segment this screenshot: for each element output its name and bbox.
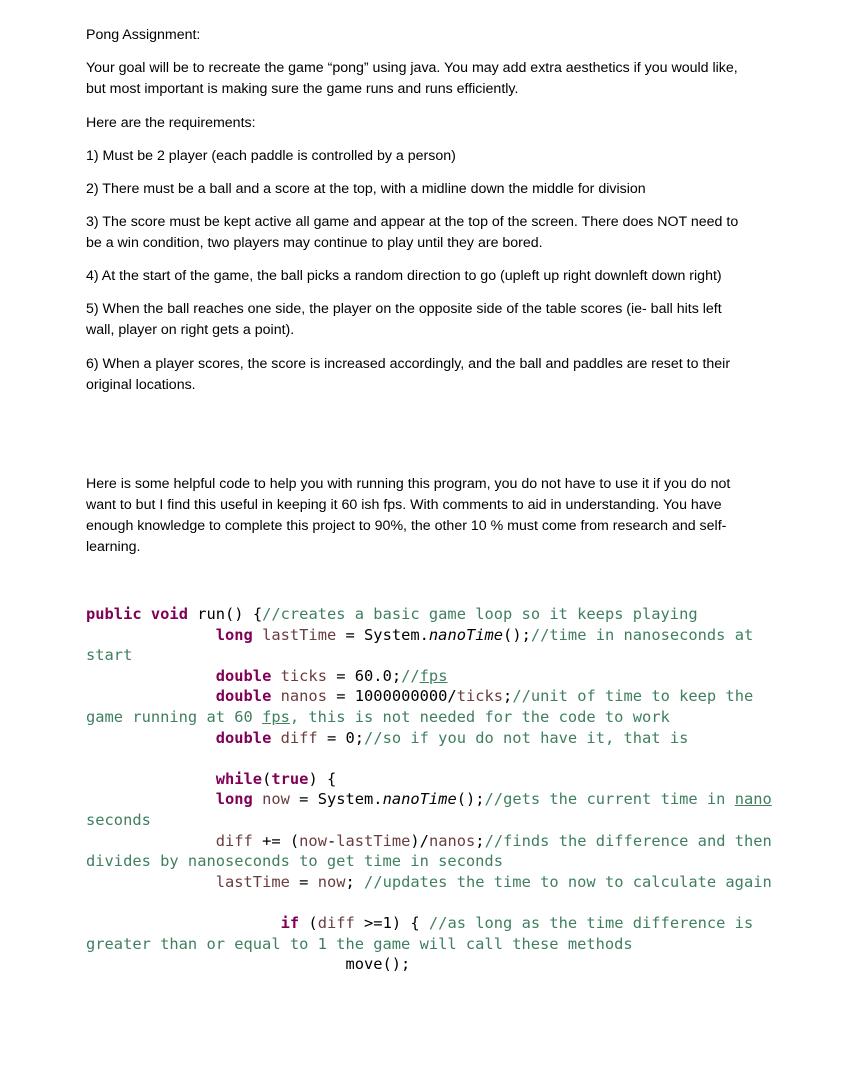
requirement-item: 2) There must be a ball and a score at the top, with a midline down the middle for division <box>86 181 646 197</box>
code-token: now <box>299 831 327 850</box>
code-line <box>86 852 503 870</box>
code-token: long <box>215 790 253 809</box>
code-token: game running at 60 <box>86 707 263 726</box>
code-token: long <box>215 625 253 644</box>
code-token <box>86 790 216 808</box>
code-token: diff <box>215 831 253 850</box>
code-line <box>86 832 772 850</box>
doc-title: Pong Assignment: <box>86 27 201 43</box>
code-line <box>86 811 151 829</box>
code-token: true <box>271 769 309 788</box>
code-token: now <box>262 790 290 809</box>
requirement-item: 4) At the start of the game, the ball picks a random direction to go (upleft up right downleft down right) <box>86 268 722 284</box>
code-line <box>86 646 132 664</box>
code-token: seconds <box>86 810 151 829</box>
code-token: = System. <box>336 625 429 644</box>
intro-line: but most important is making sure the game runs and runs efficiently. <box>86 81 519 97</box>
code-line <box>86 605 698 623</box>
code-token: greater than or equal to 1 the game will call these methods <box>86 934 633 953</box>
code-token: ( <box>299 913 318 932</box>
code-token <box>86 832 216 850</box>
code-token: run() { <box>187 605 263 623</box>
code-token: //so if you do not have it, that is <box>364 728 689 747</box>
code-line <box>86 729 688 747</box>
requirement-item-cont: original locations. <box>86 377 196 393</box>
code-snippet <box>86 604 772 975</box>
code-token <box>86 687 216 705</box>
code-token: double <box>215 666 272 685</box>
code-token: ; <box>475 831 485 850</box>
requirement-item: 6) When a player scores, the score is increased accordingly, and the ball and paddles are reset to their <box>86 356 731 372</box>
code-token: public <box>86 605 142 623</box>
requirement-item: 3) The score must be kept active all game and appear at the top of the screen. There does NOT need to <box>86 214 739 230</box>
code-token: lastTime <box>215 872 290 891</box>
requirement-item: 5) When the ball reaches one side, the player on the opposite side of the table scores (ie- ball hits left <box>86 301 722 317</box>
code-token: += ( <box>252 831 300 850</box>
code-token: >=1) { <box>354 913 429 932</box>
code-token: nanoTime <box>428 625 504 644</box>
code-token: ; <box>503 687 513 706</box>
code-token: void <box>150 605 188 623</box>
requirement-item-cont: wall, player on right gets a point). <box>86 322 295 338</box>
code-token <box>86 770 216 788</box>
code-token <box>271 687 280 705</box>
code-line <box>86 790 772 808</box>
code-line <box>86 687 753 705</box>
code-token: // <box>401 666 420 685</box>
code-token: = 60.0; <box>326 666 402 685</box>
code-token: ; <box>345 872 365 891</box>
helper-line: enough knowledge to complete this project to 90%, the other 10 % must come from research and self- <box>86 518 727 534</box>
code-line <box>86 935 633 953</box>
code-token: (); <box>456 790 485 809</box>
code-token: nanoTime <box>382 790 457 809</box>
code-token <box>86 626 216 644</box>
code-token <box>271 667 280 685</box>
code-token <box>253 626 262 644</box>
code-token: ( <box>262 769 272 788</box>
requirement-item: 1) Must be 2 player (each paddle is controlled by a person) <box>86 148 456 164</box>
code-token: //finds the difference and then <box>484 831 772 850</box>
code-token: ticks <box>456 687 504 706</box>
code-token: if <box>280 913 300 932</box>
code-token <box>253 790 262 808</box>
code-line <box>86 914 753 932</box>
code-token: nanos <box>428 831 476 850</box>
code-token <box>86 914 281 932</box>
code-token: lastTime <box>262 625 337 644</box>
code-token: ) { <box>308 769 337 788</box>
code-token: //updates the time to now to calculate again <box>364 872 772 891</box>
code-token: //as long as the time difference is <box>428 913 754 932</box>
code-token: = System. <box>289 790 383 809</box>
helper-line: Here is some helpful code to help you with running this program, you do not have to use it if you do not <box>86 476 731 492</box>
code-line <box>86 770 336 788</box>
code-token: move(); <box>86 955 411 974</box>
code-token <box>142 605 151 623</box>
code-token: = <box>289 872 318 891</box>
code-token: = 0; <box>317 728 365 747</box>
code-token: , this is not needed for the code to work <box>289 707 670 726</box>
code-line <box>86 708 670 726</box>
code-token: nanos <box>280 687 327 706</box>
code-token: start <box>86 646 133 665</box>
code-token: double <box>215 687 272 706</box>
code-line <box>86 667 447 685</box>
code-token: nano <box>734 790 772 809</box>
code-token: divides by nanoseconds to get time in seconds <box>86 852 503 871</box>
code-token: now <box>317 872 346 891</box>
code-token: (); <box>503 625 531 644</box>
code-token: fps <box>262 707 290 726</box>
code-token: //unit of time to keep the <box>512 687 754 706</box>
code-token: diff <box>317 913 355 932</box>
code-token: )/ <box>410 831 429 850</box>
helper-line: want to but I find this useful in keeping it 60 ish fps. With comments to aid in understanding. You have <box>86 497 722 513</box>
code-token <box>271 729 280 747</box>
code-line <box>86 955 410 973</box>
code-token: //creates a basic game loop so it keeps playing <box>262 605 698 623</box>
code-token: = 1000000000/ <box>326 687 457 706</box>
code-token <box>86 729 216 747</box>
code-token: //time in nanoseconds at <box>530 625 754 644</box>
code-token <box>86 667 216 685</box>
code-token: ticks <box>280 666 327 685</box>
helper-line: learning. <box>86 539 141 555</box>
code-line <box>86 626 753 644</box>
code-token: //gets the current time in <box>484 790 735 809</box>
code-token: fps <box>419 666 448 685</box>
code-token: while <box>215 769 263 788</box>
requirements-heading: Here are the requirements: <box>86 115 256 131</box>
code-token <box>86 873 216 891</box>
code-token: lastTime <box>336 831 411 850</box>
intro-line: Your goal will be to recreate the game “pong” using java. You may add extra aesthetics if you would like, <box>86 60 738 76</box>
code-token: diff <box>280 728 318 747</box>
code-token: - <box>326 831 337 850</box>
requirement-item-cont: be a win condition, two players may continue to play until they are bored. <box>86 235 543 251</box>
code-token: double <box>215 728 272 747</box>
code-line <box>86 873 772 891</box>
